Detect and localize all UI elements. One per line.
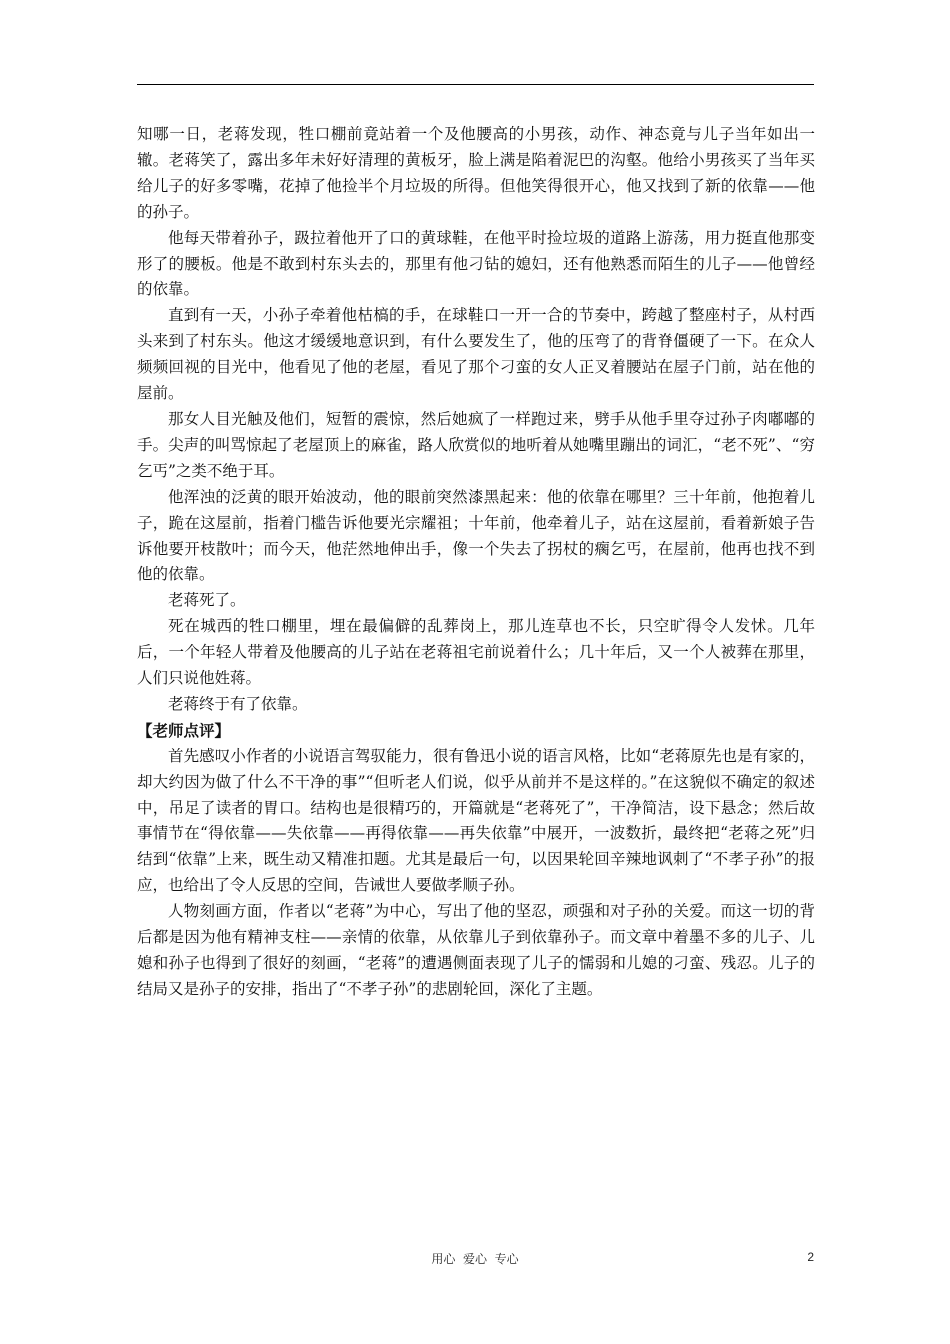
commentary-paragraph: 人物刻画方面，作者以“老蒋”为中心，写出了他的坚忍，顽强和对子孙的关爱。而这一切的背后都是因为他有精神支柱——亲情的依靠，从依靠儿子到依靠孙子。而文章中着墨不多的儿子、儿媳和孙子也得到了很好的刻画，“老蒋”的遭遇侧面表现了儿子的懦弱和儿媳的刁蛮、残忍。儿子的结局又是孙子的安排，指出了“不孝子孙”的悲剧轮回，深化了主题。 [137,902,815,998]
story-paragraph: 直到有一天，小孙子牵着他枯槁的手，在球鞋口一开一合的节奏中，跨越了整座村子，从村西头来到了村东头。他这才缓缓地意识到，有什么要发生了，他的压弯了的背脊僵硬了一下。在众人频频回视的目光中，他看见了他的老屋，看见了那个刁蛮的女人正叉着腰站在屋子门前，站在他的屋前。 [137,306,815,403]
header-rule [137,84,814,85]
story-paragraph-continued: 知哪一日，老蒋发现，牲口棚前竟站着一个及他腰高的小男孩，动作、神态竟与儿子当年如出一辙。老蒋笑了，露出多年未好好清理的黄板牙，脸上满是陷着泥巴的沟壑。他给小男孩买了当年买给儿子的好多零嘴，花掉了他捡半个月垃圾的所得。但他笑得很开心，他又找到了新的依靠——他的孙子。 [137,125,815,221]
page-number: 2 [807,1250,814,1264]
commentary-paragraph: 首先感叹小作者的小说语言驾驭能力，很有鲁迅小说的语言风格，比如“老蒋原先也是有家的，却大约因为做了什么不干净的事”“但听老人们说，似乎从前并不是这样的。”在这貌似不确定的叙述中，吊足了读者的胃口。结构也是很精巧的，开篇就是“老蒋死了”，干净简洁，设下悬念；然后故事情节在“得依靠——失依靠——再得依靠——再失依靠”中展开，一波数折，最终把“老蒋之死”归结到“依靠”上来，既生动又精准扣题。尤其是最后一句，以因果轮回辛辣地讽刺了“不孝子孙”的报应，也给出了令人反思的空间，告诫世人要做孝顺子孙。 [137,746,815,895]
story-paragraph: 他每天带着孙子，趿拉着他开了口的黄球鞋，在他平时捡垃圾的道路上游荡，用力挺直他那变形了的腰板。他是不敢到村东头去的，那里有他刁钻的媳妇，还有他熟悉而陌生的儿子——他曾经的依靠。 [137,228,815,299]
story-paragraph: 他浑浊的泛黄的眼开始波动，他的眼前突然漆黑起来：他的依靠在哪里？三十年前，他抱着儿子，跪在这屋前，指着门槛告诉他要光宗耀祖；十年前，他牵着儿子，站在这屋前，看着新娘子告诉他要开枝散叶；而今天，他茫然地伸出手，像一个失去了拐杖的瘸乞丐，在屋前，他再也找不到他的依靠。 [137,487,815,584]
story-paragraph: 老蒋终于有了依靠。 [168,694,308,713]
document-body [137,122,815,1003]
story-paragraph: 老蒋死了。 [168,591,246,610]
footer-motto: 用心 爱心 专心 [431,1252,519,1266]
story-paragraph: 死在城西的牲口棚里，埋在最偏僻的乱葬岗上，那儿连草也不长，只空旷得令人发怵。几年后，一个年轻人带着及他腰高的儿子站在老蒋祖宅前说着什么；几十年后，又一个人被葬在那里，人们只说他姓蒋。 [137,617,815,688]
commentary-heading: 【老师点评】 [137,720,231,740]
story-paragraph: 那女人目光触及他们，短暂的震惊，然后她疯了一样跑过来，劈手从他手里夺过孙子肉嘟嘟的手。尖声的叫骂惊起了老屋顶上的麻雀，路人欣赏似的地听着从她嘴里蹦出的词汇，“老不死”、“穷乞丐”之类不绝于耳。 [137,409,815,480]
